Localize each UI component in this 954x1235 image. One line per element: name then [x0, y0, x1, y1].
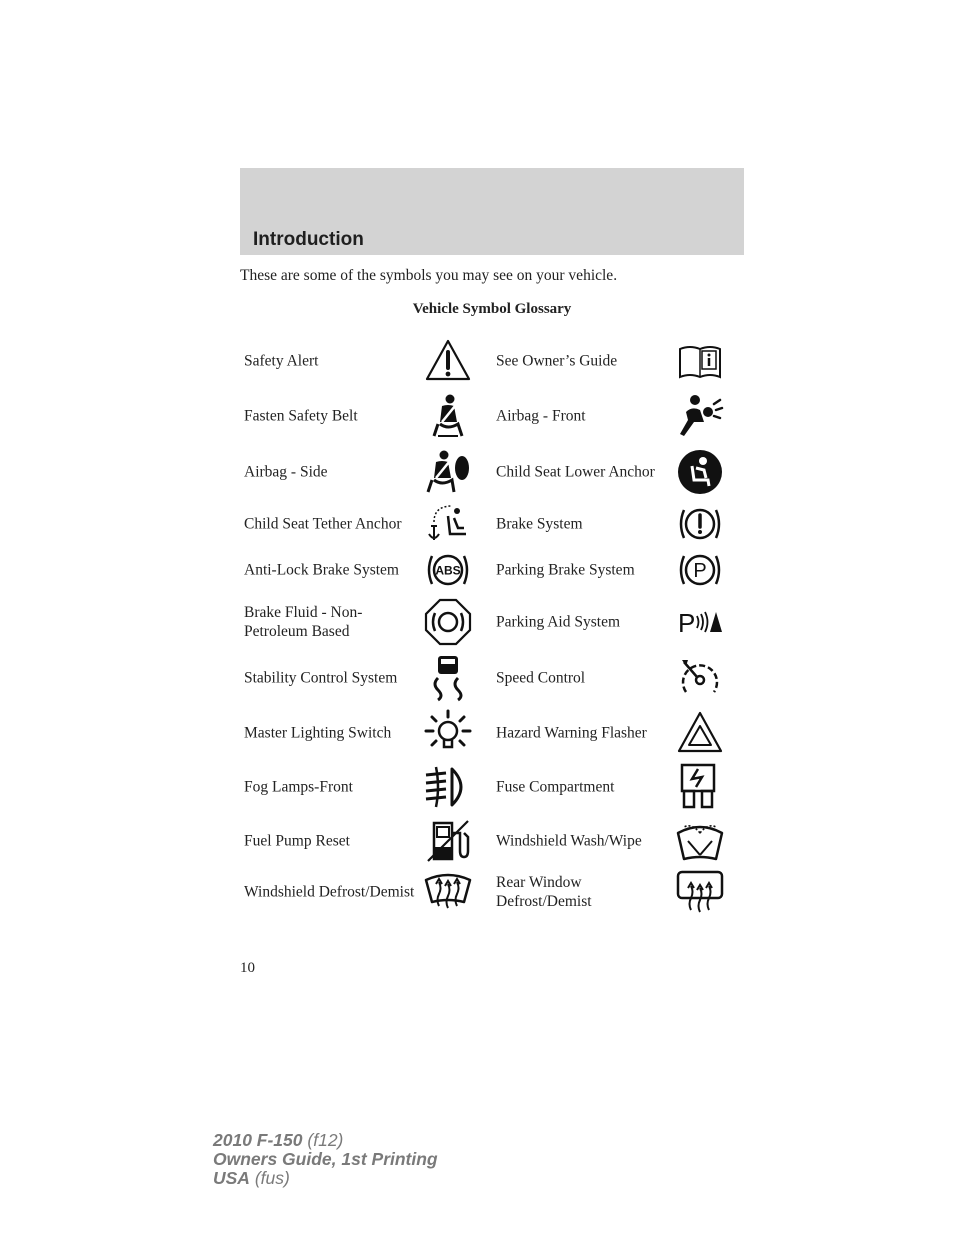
symbol-label: Hazard Warning Flasher [496, 724, 647, 742]
symbol-label: Child Seat Lower Anchor [496, 463, 655, 481]
symbol-label: Rear Window Defrost/Demist [496, 874, 592, 910]
glossary-row [240, 548, 744, 592]
glossary-row [240, 707, 744, 759]
child-seat-lower-anchor-icon [676, 448, 724, 496]
seat-belt-icon [424, 392, 472, 440]
fuse-compartment-icon [676, 763, 724, 811]
stability-control-icon [424, 654, 472, 702]
brake-system-icon [676, 500, 724, 548]
hazard-flasher-icon [676, 709, 724, 757]
airbag-front-icon [676, 392, 724, 440]
glossary-row [240, 652, 744, 704]
section-title: Introduction [253, 229, 364, 250]
glossary-row [240, 502, 744, 546]
page-number: 10 [240, 960, 255, 976]
glossary-row [240, 761, 744, 813]
symbol-label: Brake Fluid - Non-Petroleum Based [244, 604, 363, 640]
fog-lamps-icon [424, 763, 472, 811]
symbol-label: Child Seat Tether Anchor [244, 515, 402, 533]
glossary-row [240, 869, 744, 915]
symbol-label: Fasten Safety Belt [244, 407, 358, 425]
symbol-label: Speed Control [496, 669, 586, 687]
child-seat-tether-anchor-icon [424, 500, 472, 548]
rear-defrost-icon [676, 868, 724, 916]
windshield-defrost-icon [424, 868, 472, 916]
symbol-label: Fuel Pump Reset [244, 832, 350, 850]
glossary-row [240, 445, 744, 499]
document-footer [213, 1131, 438, 1188]
symbol-label: Anti-Lock Brake System [244, 561, 399, 579]
glossary-row [240, 596, 744, 648]
symbol-label: Master Lighting Switch [244, 724, 392, 742]
footer-line-3: USA (fus) [213, 1168, 290, 1188]
fuel-pump-reset-icon [424, 817, 472, 865]
owners-guide-icon [676, 337, 724, 385]
parking-brake-icon-text: P [693, 560, 707, 582]
symbol-label: Windshield Defrost/Demist [244, 883, 415, 901]
abs-icon [424, 546, 472, 594]
parking-brake-icon [676, 546, 724, 594]
glossary-row [240, 390, 744, 442]
footer-line-2: Owners Guide, 1st Printing [213, 1149, 438, 1169]
parking-aid-icon-text: P [678, 608, 696, 638]
glossary-row [240, 335, 744, 387]
symbol-label: Fuse Compartment [496, 778, 615, 796]
symbol-label: Parking Brake System [496, 561, 635, 579]
brake-fluid-icon [424, 598, 472, 646]
abs-icon-text: ABS [435, 563, 461, 578]
windshield-wash-icon [676, 817, 724, 865]
symbol-label: Fog Lamps-Front [244, 778, 353, 796]
symbol-label: See Owner’s Guide [496, 352, 618, 370]
symbol-label: Parking Aid System [496, 613, 621, 631]
symbol-label: Safety Alert [244, 352, 319, 370]
section-header-band [240, 168, 744, 255]
airbag-side-icon [424, 448, 472, 496]
symbol-label: Airbag - Side [244, 463, 328, 481]
parking-aid-icon [676, 598, 724, 646]
symbol-label: Brake System [496, 515, 583, 533]
symbol-label: Stability Control System [244, 669, 398, 687]
footer-line-1: 2010 F-150 (f12) [213, 1130, 344, 1150]
glossary-title: Vehicle Symbol Glossary [412, 301, 572, 317]
safety-alert-icon [424, 337, 472, 385]
master-lighting-icon [424, 709, 472, 757]
intro-text: These are some of the symbols you may see on your vehicle. [240, 267, 618, 284]
glossary-row [240, 815, 744, 867]
symbol-label: Windshield Wash/Wipe [496, 832, 642, 850]
symbol-label: Airbag - Front [496, 407, 586, 425]
speed-control-icon [676, 654, 724, 702]
